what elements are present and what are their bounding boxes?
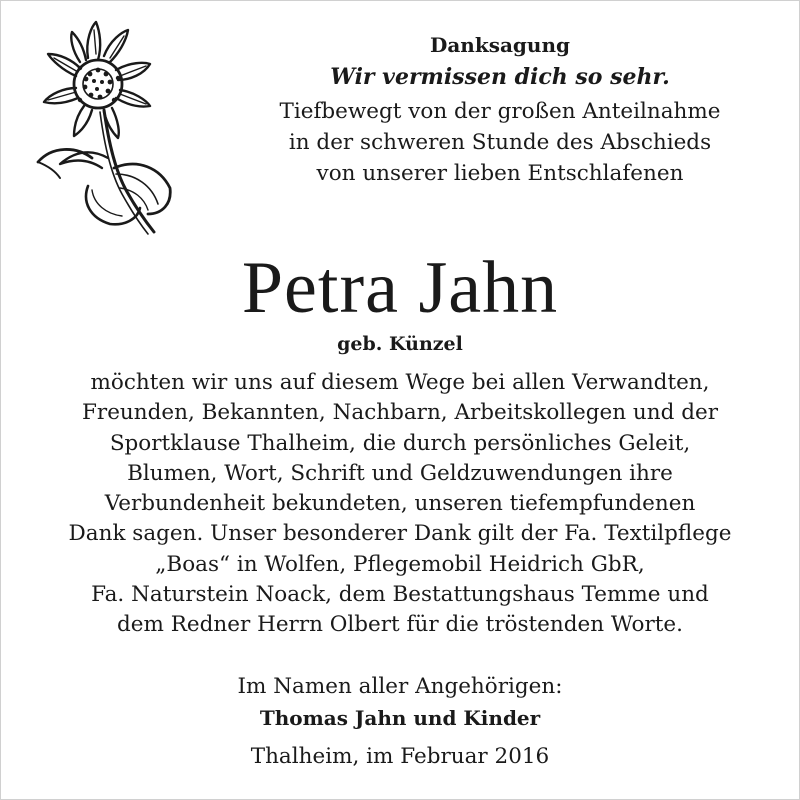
- intro-line: in der schweren Stunde des Abschieds: [288, 130, 712, 155]
- signatories: Thomas Jahn und Kinder: [259, 706, 541, 730]
- on-behalf-text: Im Namen aller Angehörigen:: [237, 674, 563, 699]
- sunflower-icon: [30, 18, 180, 236]
- body-line: „Boas“ in Wolfen, Pflegemobil Heidrich GbR,: [155, 551, 645, 577]
- place-date: Thalheim, im Februar 2016: [250, 744, 550, 769]
- body-line: dem Redner Herrn Olbert für die tröstenden Worte.: [117, 612, 683, 638]
- notice-header: [200, 30, 800, 189]
- intro-text: [200, 96, 800, 189]
- body-line: Sportklause Thalheim, die durch persönliches Geleit,: [109, 430, 691, 456]
- body-line: Verbundenheit bekundeten, unseren tiefempfundenen: [104, 491, 696, 517]
- body-text: [0, 368, 800, 641]
- motto: Wir vermissen dich so sehr.: [330, 64, 670, 90]
- body-line: Freunden, Bekannten, Nachbarn, Arbeitskollegen und der: [82, 400, 718, 426]
- intro-line: von unserer lieben Entschlafenen: [316, 161, 684, 186]
- closing: [0, 672, 800, 772]
- maiden-name: geb. Künzel: [337, 333, 463, 355]
- body-line: Blumen, Wort, Schrift und Geldzuwendungen ihre: [127, 460, 673, 486]
- deceased-name: Petra Jahn: [241, 247, 559, 329]
- body-line: Fa. Naturstein Noack, dem Bestattungshaus Temme und: [91, 582, 709, 608]
- intro-line: Tiefbewegt von der großen Anteilnahme: [279, 99, 721, 124]
- heading: Danksagung: [430, 33, 570, 57]
- body-line: möchten wir uns auf diesem Wege bei allen Verwandten,: [90, 370, 710, 395]
- body-line: Dank sagen. Unser besonderer Dank gilt der Fa. Textilpflege: [68, 521, 732, 547]
